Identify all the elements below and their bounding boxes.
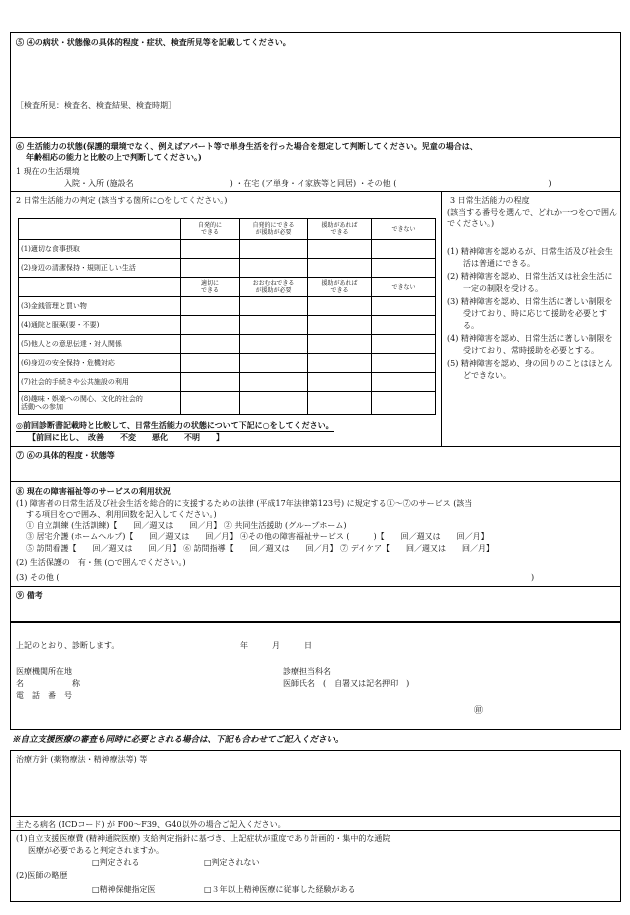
judged-no-checkbox[interactable]: □判定されない — [204, 858, 260, 867]
degree-list — [447, 246, 617, 382]
check-cell[interactable] — [181, 392, 240, 415]
diagnosis-statement: 上記のとおり、診断します。 — [16, 641, 120, 650]
check-cell[interactable] — [372, 373, 436, 392]
row-label: (2)身辺の清潔保持・規則正しい生活 — [19, 259, 181, 278]
s5-title: ⑤ ④の病状・状態像の具体的程度・症状、検査所見等を記載してください。 — [16, 37, 291, 47]
judged-yes-checkbox[interactable]: □判定される — [92, 858, 140, 867]
degree-title: 3 日常生活能力の程度 — [450, 196, 530, 205]
head2-col3: 援助があれば できる — [308, 278, 372, 297]
seal-icon: ㊞ — [474, 706, 484, 716]
check-cell[interactable] — [181, 297, 240, 316]
check-cell[interactable] — [240, 373, 308, 392]
check-cell[interactable] — [308, 392, 372, 415]
check-cell[interactable] — [240, 392, 308, 415]
row-label: (5)他人との意思伝達・対人関係 — [19, 335, 181, 354]
check-cell[interactable] — [372, 354, 436, 373]
head2-col1: 適切に できる — [181, 278, 240, 297]
s5-exam-label: ［検査所見：検査名、検査結果、検査時期］ — [16, 101, 176, 110]
check-cell[interactable] — [181, 316, 240, 335]
living-env-field[interactable]: 入院・入所 (施設名 ) ・在宅 (ア単身・イ家族等と同居) ・その他 ( ) — [64, 179, 552, 188]
degree-option[interactable]: (2) 精神障害を認め、日常生活又は社会生活に一定の制限を受ける。 — [447, 272, 613, 293]
check-cell[interactable] — [181, 259, 240, 278]
head1-col2: 自発的にできる が援助が必要 — [240, 219, 308, 240]
check-cell[interactable] — [372, 297, 436, 316]
check-cell[interactable] — [181, 373, 240, 392]
check-cell[interactable] — [181, 335, 240, 354]
department-label: 診療担当科名 — [283, 667, 331, 676]
check-cell[interactable] — [240, 297, 308, 316]
daily-ability-table — [18, 218, 436, 415]
check-cell[interactable] — [240, 259, 308, 278]
degree-option[interactable]: (1) 精神障害を認めるが、日常生活及び社会生活は普通にできる。 — [447, 247, 613, 268]
s8-line2: する項目を○で囲み、利用回数を記入してください。) — [26, 510, 217, 519]
degree-subtitle: (該当する番号を選んで、どれか一つを○で囲んでください。) — [447, 208, 617, 228]
s7-title: ⑦ ⑥の具体的程度・状態等 — [16, 450, 115, 460]
facility-name-label: 名 称 — [16, 679, 80, 688]
service-line-2[interactable]: ③ 居宅介護 (ホームヘルプ)【 回／週又は 回／月】 ④その他の障害福祉サービス ( )【 回／週又は 回／月】 — [26, 532, 489, 541]
service-line-1[interactable]: ① 自立訓練 (生活訓練)【 回／週又は 回／月】 ② 共同生活援助 (グループホーム) — [26, 521, 347, 530]
head1-col4: できない — [372, 219, 436, 240]
check-cell[interactable] — [240, 240, 308, 259]
s9-title: ⑨ 備考 — [16, 590, 43, 600]
check-cell[interactable] — [308, 297, 372, 316]
check-cell[interactable] — [308, 240, 372, 259]
s8-title: ⑧ 現在の障害福祉等のサービスの利用状況 — [16, 486, 171, 496]
welfare-line[interactable]: (2) 生活保護の 有・無 (○で囲んでください。) — [16, 558, 186, 567]
living-env-label: 1 現在の生活環境 — [16, 167, 80, 176]
s6-title: ⑥ 生活能力の状態(保護的環境でなく、例えばアパート等で単身生活を行った場合を想定して判断してください。児童の場合は、 — [16, 141, 478, 151]
s6-title-cont: 年齢相応の能力と比較の上で判断してください。) — [26, 152, 202, 162]
check-cell[interactable] — [308, 335, 372, 354]
check-cell[interactable] — [372, 392, 436, 415]
q1-line2: 医療が必要であると判定されますか。 — [28, 846, 164, 855]
row-label: (1)適切な食事摂取 — [19, 240, 181, 259]
head2-col4: できない — [372, 278, 436, 297]
check-cell[interactable] — [240, 316, 308, 335]
row-label: (3)金銭管理と買い物 — [19, 297, 181, 316]
check-cell[interactable] — [181, 354, 240, 373]
row-label: (6)身辺の安全保持・危機対応 — [19, 354, 181, 373]
compare-options[interactable]: 【前回に比し、 改善 不変 悪化 不明 】 — [28, 432, 224, 442]
degree-option[interactable]: (5) 精神障害を認め、身の回りのことはほとんどできない。 — [447, 359, 613, 380]
head1-col3: 援助があれば できる — [308, 219, 372, 240]
check-cell[interactable] — [308, 354, 372, 373]
service-line-3[interactable]: ⑤ 訪問看護【 回／週又は 回／月】 ⑥ 訪問指導【 回／週又は 回／月】 ⑦ デイケア【 回／週又は 回／月】 — [26, 544, 494, 553]
head1-col1: 自発的に できる — [181, 219, 240, 240]
q1-line1: (1)自立支援医療費 (精神通院医療) 支給判定指針に基づき、上記症状が重度であり計画的・集中的な通院 — [16, 834, 391, 843]
row-label: (8)趣味・娯楽への関心、文化的社会的 活動への参加 — [19, 392, 181, 415]
check-cell[interactable] — [308, 316, 372, 335]
doctor-name-label: 医師氏名 ( 自署又は記名押印 ) — [283, 679, 410, 688]
check-cell[interactable] — [308, 259, 372, 278]
treatment-label: 治療方針 (薬物療法・精神療法等) 等 — [16, 755, 148, 764]
disease-label: 主たる病名 (ICDコード) が F00〜F39、G40以外の場合ご記入ください。 — [16, 820, 286, 829]
degree-option[interactable]: (3) 精神障害を認め、日常生活に著しい制限を受けており、時に応じて援助を必要とする。 — [447, 297, 613, 330]
check-cell[interactable] — [372, 259, 436, 278]
head2-col2: おおむねできる が援助が必要 — [240, 278, 308, 297]
phone-label: 電 話 番 号 — [16, 691, 72, 700]
compare-instruction: ◎前回診断書記載時と比較して、日常生活能力の状態について下記に○をしてください。 — [16, 420, 334, 430]
row-label: (7)社会的手続きや公共施設の利用 — [19, 373, 181, 392]
q2-label: (2)医師の略歴 — [16, 871, 68, 880]
check-cell[interactable] — [181, 240, 240, 259]
check-cell[interactable] — [372, 335, 436, 354]
check-cell[interactable] — [308, 373, 372, 392]
support-note: ※自立支援医療の審査も同時に必要とされる場合は、下記も合わせてご記入ください。 — [12, 735, 344, 745]
check-cell[interactable] — [240, 354, 308, 373]
judge-label: 2 日常生活能力の判定 (該当する箇所に○をしてください。) — [16, 196, 228, 205]
designated-doctor-checkbox[interactable]: □精神保健指定医 — [92, 885, 156, 894]
s8-line1: (1) 障害者の日常生活及び社会生活を総合的に支援するための法律 (平成17年法律第123号) に規定する①〜⑦のサービス (該当 — [16, 499, 473, 508]
row-label: (4)通院と服薬(要・不要) — [19, 316, 181, 335]
facility-address-label: 医療機関所在地 — [16, 667, 72, 676]
experience-checkbox[interactable]: □３年以上精神医療に従事した経験がある — [204, 885, 356, 894]
other-line[interactable]: (3) その他 ( — [16, 573, 60, 582]
diagnosis-date[interactable]: 年 月 日 — [240, 641, 312, 650]
degree-option[interactable]: (4) 精神障害を認め、日常生活に著しい制限を受けており、常時援助を必要とする。 — [447, 334, 613, 355]
check-cell[interactable] — [372, 316, 436, 335]
check-cell[interactable] — [240, 335, 308, 354]
check-cell[interactable] — [372, 240, 436, 259]
other-line-close: ) — [531, 573, 535, 582]
